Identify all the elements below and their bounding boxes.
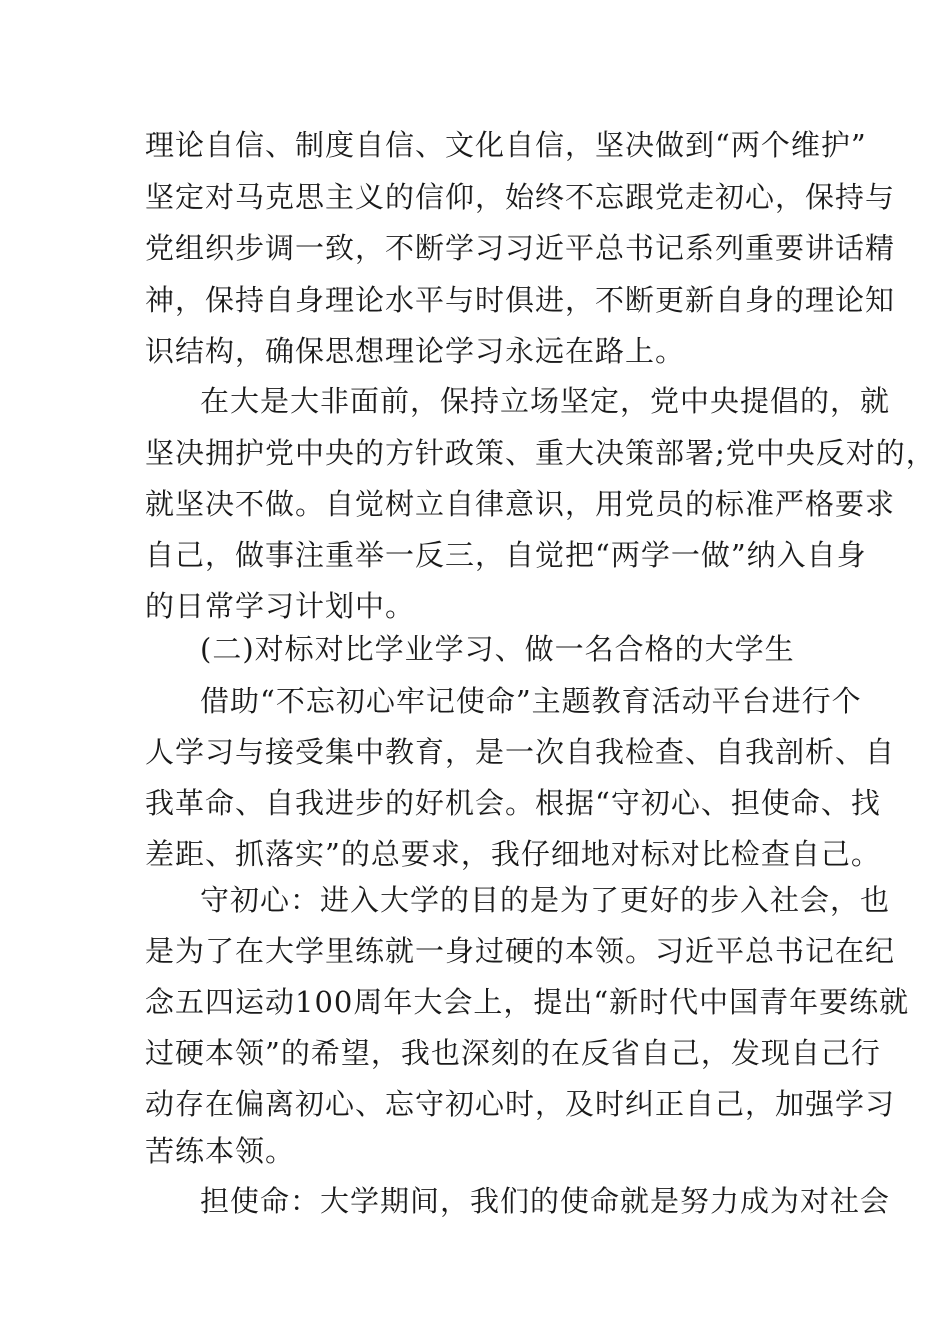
text-line: 念五四运动100周年大会上，提出“新时代中国青年要练就 — [145, 985, 910, 1019]
text-line: 人学习与接受集中教育，是一次自我检查、自我剖析、自 — [145, 735, 896, 769]
text-line: 理论自信、制度自信、文化自信，坚决做到“两个维护” — [145, 128, 867, 162]
text-line: 动存在偏离初心、忘守初心时，及时纠正自己，加强学习 — [145, 1087, 896, 1121]
paragraph-first-line: 守初心：进入大学的目的是为了更好的步入社会，也 — [200, 883, 891, 917]
paragraph-first-line: 借助“不忘初心牢记使命”主题教育活动平台进行个 — [200, 684, 862, 718]
text-line: 就坚决不做。自觉树立自律意识，用党员的标准严格要求 — [145, 487, 896, 521]
paragraph-first-line: 在大是大非面前，保持立场坚定，党中央提倡的，就 — [200, 384, 891, 418]
text-line: 坚定对马克思主义的信仰，始终不忘跟党走初心，保持与 — [145, 180, 896, 214]
text-line: 过硬本领”的希望，我也深刻的在反省自己，发现自己行 — [145, 1036, 881, 1070]
text-line: 差距、抓落实”的总要求，我仔细地对标对比检查自己。 — [145, 837, 881, 871]
paragraph-first-line: 担使命：大学期间，我们的使命就是努力成为对社会 — [200, 1184, 891, 1218]
text-line: 自己，做事注重举一反三，自觉把“两学一做”纳入自身 — [145, 538, 867, 572]
text-line: 坚决拥护党中央的方针政策、重大决策部署;党中央反对的， — [145, 436, 936, 470]
text-line: 我革命、自我进步的好机会。根据“守初心、担使命、找 — [145, 786, 881, 820]
text-line: 的日常学习计划中。 — [145, 589, 416, 623]
text-line: 党组织步调一致，不断学习习近平总书记系列重要讲话精 — [145, 231, 896, 265]
text-line: 是为了在大学里练就一身过硬的本领。习近平总书记在纪 — [145, 934, 896, 968]
section-heading: (二)对标对比学业学习、做一名合格的大学生 — [200, 632, 795, 666]
text-line: 神，保持自身理论水平与时俱进，不断更新自身的理论知 — [145, 283, 896, 317]
text-line: 苦练本领。 — [145, 1134, 296, 1168]
text-line: 识结构，确保思想理论学习永远在路上。 — [145, 334, 686, 368]
